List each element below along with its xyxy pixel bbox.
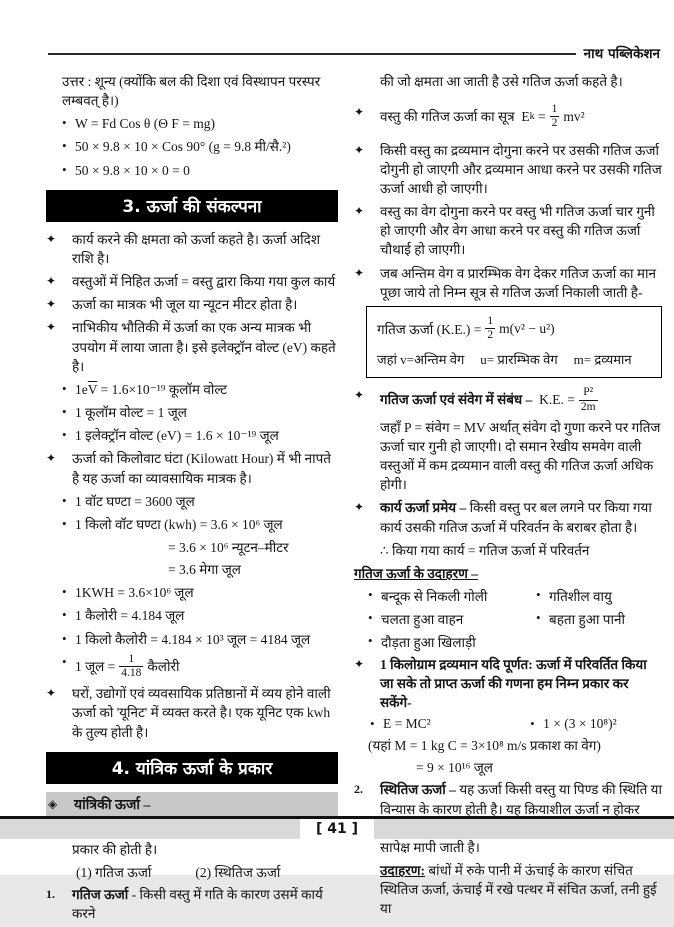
therefore-text: ∴ किया गया कार्य = गतिज ऊर्जा में परिवर्तन (380, 542, 590, 558)
dot-bullet-icon: • (62, 427, 67, 443)
dot-bullet-icon: • (62, 584, 67, 600)
star-bullet-icon: ✦ (46, 231, 57, 246)
formula-text: 1KWH = 3.6×10⁶ जूल (75, 585, 194, 601)
example-item (368, 633, 536, 651)
example-text: दौड़ता हुआ खिलाड़ी (381, 634, 476, 650)
joule-calorie-formula (75, 653, 338, 680)
momentum-explanation (354, 418, 662, 495)
continuation-paragraph (354, 72, 662, 91)
legend-v: जहां v=अन्तिम वेग (377, 352, 465, 368)
formula-text (75, 380, 338, 399)
page-footer (0, 816, 674, 839)
ev-conversion-line (46, 380, 338, 399)
mass-energy-text: 1 किलोग्राम द्रव्यमान यदि पूर्णत: ऊर्जा में परिवर्तित किया जा सके तो प्राप्त ऊर्जा की गणना हम निम्न प्रकार कर सकेंगे- (380, 656, 647, 711)
fraction (550, 103, 560, 130)
star-bullet-icon: ✦ (354, 204, 365, 219)
dot-bullet-icon: • (368, 632, 373, 648)
bullet-text: प्रकार की होती है। (72, 841, 158, 857)
bullet-item (46, 295, 338, 314)
definition-term: स्थितिज ऊर्जा – (380, 782, 456, 798)
bullet-text: किसी वस्तु का द्रव्यमान दोगुना करने पर उसकी गतिज ऊर्जा दोगुनी हो जाएगी और द्रव्यमान आधा करने पर उसकी गतिज ऊर्जा आधी हो जाएगी। (380, 142, 662, 196)
momentum-relation-text (380, 386, 662, 413)
bullet-text: ऊर्जा को किलोवाट घंटा (Kilowatt Hour) में भी नापते है यह ऊर्जा का व्यावसायिक मात्रक है। (72, 451, 331, 486)
bullet-text: जब अन्तिम वेग व प्रारम्भिक वेग देकर गतिज ऊर्जा का मान पूछा जाये तो निम्न सूत्र से गतिज ऊर्जा निकाली जाती है- (380, 265, 656, 300)
boxed-formula-legend (377, 350, 651, 368)
momentum-heading: गतिज ऊर्जा एवं संवेग में संबंध – (380, 392, 533, 408)
emc-formula-1 (354, 716, 530, 732)
star-bullet-icon: ✦ (46, 297, 57, 312)
item-number: 1. (46, 886, 55, 901)
dot-bullet-icon: • (62, 380, 67, 396)
ke-rhs: mv² (563, 109, 585, 125)
formula-text: E = MC² (383, 716, 431, 732)
page-header (0, 0, 674, 66)
example-text: बन्दूक से निकली गोली (381, 588, 488, 604)
energy-types-row (46, 863, 338, 881)
kinetic-energy-definition (46, 885, 338, 923)
fraction-numerator: 1 (128, 652, 135, 665)
example-item (536, 610, 662, 628)
bullet-text: नाभिकीय भौतिकी में ऊर्जा का एक अन्य मात्रक भी उपयोग में लाया जाता है। इसे इलेक्ट्रॉन वोल्ट (eV) कहते है। (72, 320, 336, 374)
formula-rhs: कैलोरी (147, 658, 180, 674)
ke-boxed-formula (366, 306, 662, 378)
section-4-header: 4. यांत्रिक ऊर्जा के प्रकार (46, 752, 338, 784)
dot-bullet-icon: • (536, 609, 541, 625)
kwh-newton-meter-line: = 3.6 × 10⁶ न्यूटन–मीटर (168, 539, 289, 555)
kilo-calorie-line (46, 630, 338, 649)
momentum-formula (536, 386, 602, 413)
bullet-text: वस्तुओं में निहित ऊर्जा = वस्तु द्वारा किया गया कुल कार्य (72, 274, 336, 290)
formula-text: 1 कैलोरी = 4.184 जूल (75, 608, 185, 624)
bullet-text: कार्य करने की क्षमता को ऊर्जा कहते है। ऊर्जा अदिश राशि है। (72, 231, 321, 266)
continuation-text: की जो क्षमता आ जाती है उसे गतिज ऊर्जा कहते है। (380, 74, 623, 89)
formula-text: 1 किलो वॉट घण्टा (kwh) = 3.6 × 10⁶ जूल (75, 516, 283, 532)
emc-result: = 9 × 10¹⁶ जूल (416, 760, 493, 776)
footer-bar (0, 819, 674, 839)
ev-overline: $\overline{V}$ (87, 381, 98, 397)
legend-u: u= प्रारम्भिक वेग (480, 352, 558, 368)
dot-bullet-icon: • (62, 607, 67, 623)
potential-example (354, 861, 662, 918)
calculation-line (46, 137, 338, 156)
diamond-bullet-icon: ◈ (48, 797, 58, 812)
calorie-line (46, 606, 338, 625)
mass-energy-item (354, 655, 662, 712)
dot-bullet-icon: • (368, 609, 373, 625)
star-bullet-icon: ✦ (354, 265, 365, 280)
formula-text: 50 × 9.8 × 10 × Cos 90° (g = 9.8 मी/सै.²) (75, 139, 291, 155)
theorem-text (380, 498, 662, 536)
bullet-item (46, 318, 338, 375)
calculation-result-line (46, 161, 338, 180)
example-item (368, 587, 536, 605)
dot-bullet-icon: • (62, 630, 67, 646)
star-bullet-icon: ✦ (354, 142, 365, 157)
momentum-relation-item (354, 386, 662, 413)
bullet-item (354, 202, 662, 259)
fraction-numerator: 1 (551, 103, 558, 116)
star-bullet-icon: ✦ (46, 451, 57, 466)
example-item (368, 610, 536, 628)
fraction (485, 315, 495, 342)
formula-text: 50 × 9.8 × 10 × 0 = 0 (75, 162, 190, 178)
formula-text: W = Fd Cos θ (Θ F = mg) (75, 116, 215, 132)
star-bullet-icon: ✦ (354, 388, 365, 403)
dot-bullet-icon: • (62, 404, 67, 420)
fraction (119, 653, 143, 680)
emc-formula-2 (530, 716, 662, 732)
page-number: [ 41 ] (300, 819, 374, 839)
dot-bullet-icon: • (62, 161, 67, 177)
ke-formula-item (354, 103, 662, 130)
formula-text: 1 किलो कैलोरी = 4.184 × 10³ जूल = 4184 जूल (75, 631, 311, 647)
definition-term: गतिज ऊर्जा (72, 886, 129, 902)
emc-note: (यहां M = 1 kg C = 3×10⁸ m/s प्रकाश का वेग) (368, 738, 601, 754)
bullet-item (46, 272, 338, 291)
boxed-formula-rhs: m(v² − u²) (499, 320, 555, 336)
ke-subscript: k (529, 110, 535, 122)
formula-text: 1 इलेक्ट्रॉन वोल्ट (eV) = 1.6 × 10⁻¹⁹ जूल (75, 428, 279, 444)
definition-body: यह ऊर्जा किसी वस्तु या पिण्ड की स्थिति या विन्यास के कारण होती है। यह क्रियाशील ऊर्जा न होकर सापेक्ष मापी जाती है। (380, 782, 662, 855)
fraction-denominator: 2 (487, 329, 494, 342)
definition-text (72, 885, 338, 923)
ke-symbol: E (521, 109, 530, 125)
formula-text: 1 वॉट घण्टा = 3600 जूल (75, 493, 195, 509)
bullet-item (46, 684, 338, 741)
example-text: गतिशील वायु (549, 588, 612, 604)
example-body: बांधों में रुके पानी में ऊंचाई के कारण संचित स्थितिज ऊर्जा, ऊंचाई में रखे पत्थर में संचित ऊर्जा, तनी हुई या (380, 863, 657, 917)
answer-text: उत्तर : शून्य (क्योंकि बल की दिशा एवं विस्थापन परस्पर लम्बवत् है।) (62, 74, 321, 109)
examples-heading: गतिज ऊर्जा के उदाहरण – (354, 565, 479, 581)
star-bullet-icon: ✦ (46, 686, 57, 701)
examples-grid (354, 587, 662, 651)
momentum-explanation-text: जहाँ P = संवेग = MV अर्थात् संवेग दो गुणा करने पर गतिज ऊर्जा चार गुनी हो जाएगी। दो समान रेखीय समवेग वाली वस्तुओं में कम द्रव्यमान वाली वस्तु की गतिज ऊर्जा अधिक होगी। (380, 419, 661, 493)
example-text: बहता हुआ पानी (549, 611, 625, 627)
bullet-text: ऊर्जा का मात्रक भी जूल या न्यूटन मीटर होता है। (72, 297, 298, 313)
example-heading: उदाहरण: (380, 863, 426, 879)
star-bullet-icon: ✦ (354, 656, 365, 671)
two-column-body (0, 66, 674, 927)
example-text: चलता हुआ वाहन (381, 611, 464, 627)
bullet-text: घरों, उद्योगों एवं व्यवसायिक प्रतिष्ठानों में व्यय होने वाली ऊर्जा को 'यूनिट' में व्यक्त करते है। एक यूनिट एक kwh के तुल्य होती है। (72, 686, 331, 740)
examples-heading-item (354, 564, 662, 583)
dot-bullet-icon: • (536, 586, 541, 602)
electron-volt-line (46, 426, 338, 445)
theorem-body: किसी वस्तु पर बल लगने पर किया गया कार्य उसकी गतिज ऊर्जा में परिवर्तन के बराबर होता है। (380, 500, 652, 535)
equals-sign: = (537, 109, 546, 125)
ke-label: वस्तु की गतिज ऊर्जा का सूत्र (380, 109, 515, 125)
therefore-line (354, 541, 662, 560)
subheader-label: यांत्रिकी ऊर्जा – (74, 797, 151, 813)
bullet-item (354, 141, 662, 198)
right-column (354, 68, 662, 927)
dot-bullet-icon: • (62, 515, 67, 531)
star-bullet-icon: ✦ (354, 500, 365, 515)
ke-formula-text (380, 103, 662, 130)
definition-body: - किसी वस्तु में गति के कारण उसमें कार्य करने (72, 886, 323, 922)
star-bullet-icon: ✦ (46, 274, 57, 289)
bullet-item (354, 264, 662, 302)
example-item (536, 587, 662, 605)
kwh-line (46, 515, 338, 534)
ke-formula (521, 103, 584, 130)
potential-example-text (380, 861, 662, 918)
left-column (46, 68, 338, 927)
kwh-mega-joule-line: = 3.6 मेगा जूल (168, 562, 241, 578)
joule-calorie-line (46, 653, 338, 680)
kwh-joule-line (46, 583, 338, 602)
fraction-numerator: 1 (487, 314, 494, 327)
ev-rest: = 1.6×10⁻¹⁹ कूलॉम वोल्ट (97, 381, 228, 397)
emc-formula-row (354, 716, 662, 732)
dot-bullet-icon: • (62, 492, 67, 508)
mechanical-energy-subheader (46, 792, 338, 817)
momentum-lhs: K.E. = (539, 392, 575, 408)
fraction-denominator: 4.18 (121, 666, 142, 679)
boxed-formula-line (377, 315, 651, 342)
formula-lhs: 1 जूल = (75, 658, 116, 674)
header-rule (48, 53, 576, 55)
fraction-denominator: 2m (580, 400, 596, 413)
dot-bullet-icon: • (368, 586, 373, 602)
fraction-denominator: 2 (551, 117, 558, 130)
boxed-formula-lhs: गतिज ऊर्जा (K.E.) = (377, 321, 482, 337)
dot-bullet-icon: • (370, 716, 375, 732)
formula-text: 1 × (3 × 10⁸)² (543, 716, 617, 732)
bullet-text: वस्तु का वेग दोगुना करने पर वस्तु भी गतिज ऊर्जा चार गुनी हो जाएगी और वेग आधा करने पर वस्तु की गतिज ऊर्जा चौथाई हो जाएगी। (380, 204, 655, 258)
watt-hour-line (46, 492, 338, 511)
type-potential: (2) स्थितिज ऊर्जा (195, 864, 281, 880)
bullet-item (46, 230, 338, 268)
work-formula-line (46, 114, 338, 133)
dot-bullet-icon: • (530, 716, 535, 732)
dot-bullet-icon: • (62, 115, 67, 131)
fraction (579, 386, 598, 413)
coulomb-volt-line (46, 403, 338, 422)
bullet-item (46, 449, 338, 487)
answer-paragraph (46, 72, 338, 110)
formula-text: 1 कूलॉम वोल्ट = 1 जूल (75, 405, 187, 421)
legend-m: m= द्रव्यमान (573, 352, 632, 368)
dot-bullet-icon: • (62, 138, 67, 154)
theorem-heading: कार्य ऊर्जा प्रमेय – (380, 500, 467, 516)
ev-pre: 1e (75, 381, 88, 397)
section-3-header: 3. ऊर्जा की संकल्पना (46, 190, 338, 222)
type-kinetic: (1) गतिज ऊर्जा (76, 864, 152, 880)
dot-bullet-icon: • (62, 653, 67, 669)
fraction-numerator: P² (583, 386, 594, 399)
item-number: 2. (354, 782, 363, 797)
star-bullet-icon: ✦ (354, 105, 365, 120)
star-bullet-icon: ✦ (46, 320, 57, 335)
work-energy-theorem (354, 498, 662, 536)
publisher-name: नाथ पब्लिकेशन (583, 46, 660, 62)
